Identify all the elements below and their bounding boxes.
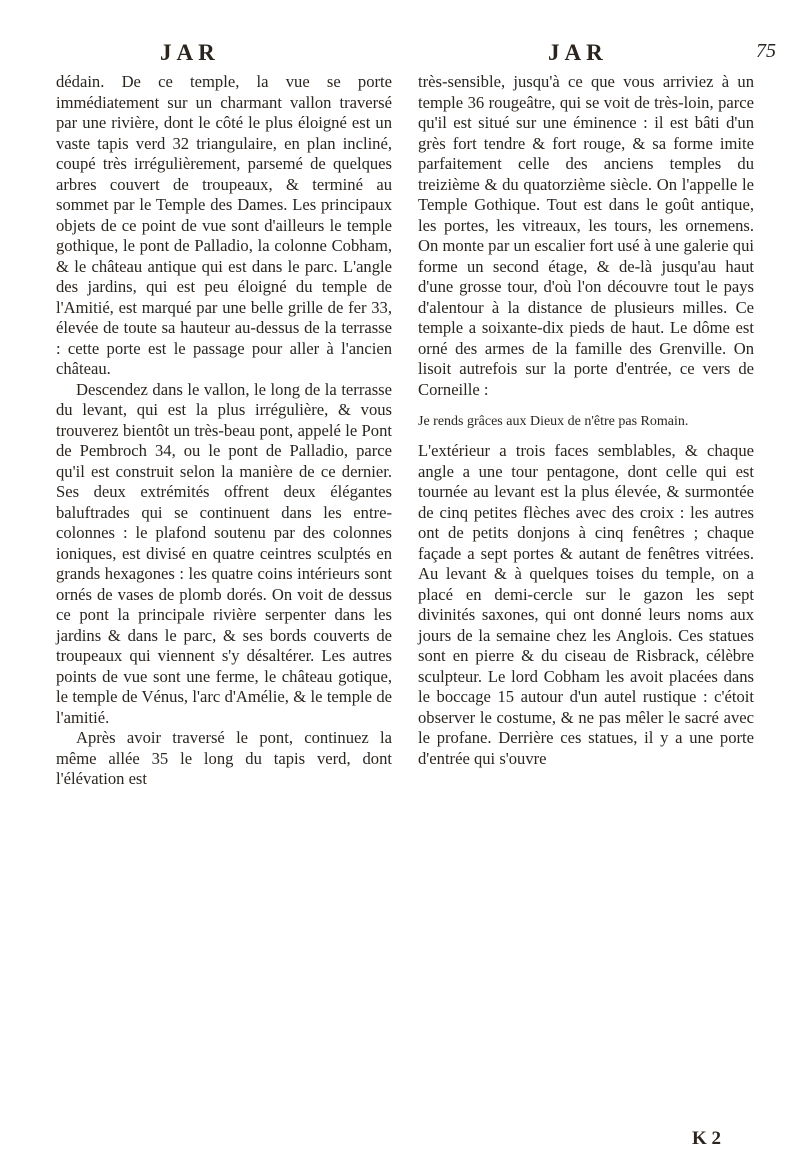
left-column [56,72,392,790]
right-column [418,72,754,769]
page-number: 75 [756,40,776,62]
right-paragraph-2: L'extérieur a trois faces semblables, & chaque angle a une tour pentagone, dont celle qui est tournée au levant est la plus élevée, & surmontée de cinq petites flèches avec des croix : les autres ont de petits donjons à cinq fenêtres ; chaque façade a sept portes & autant de fenêtres vitrées. Au levant & à quelques toises du temple, on a placé en demi-cercle sur le gazon les sept divinités saxones, qui ont donné leurs noms aux jours de la semaine chez les Anglois. Ces statues sont en pierre & du ciseau de Risbrack, célèbre sculpteur. Le lord Cobham les avoit placées dans le boccage 15 autour d'un autel rustique : c'étoit observer le costume, & ne pas mêler le sacré avec le profane. Derrière ces statues, il y a une porte d'entrée qui s'ouvre [418,441,754,768]
printer-signature-mark: K 2 [692,1128,722,1149]
corneille-quote: Je rends grâces aux Dieux de n'être pas Romain. [418,414,689,429]
left-running-head: JAR [160,40,220,65]
right-paragraph-1: très-sensible, jusqu'à ce que vous arriviez à un temple 36 rougeâtre, qui se voit de très-loin, parce qu'il est situé sur une éminence : il est bâti d'un grès fort tendre & fort rouge, & sa forme imite parfaitement celle des anciens temples du treizième & du quatorzième siècle. On l'appelle le Temple Gothique. Tout est dans le goût antique, les portes, les vitreaux, les tours, les ornemens. On monte par un escalier fort usé à une galerie qui forme un second étage, & de-là jusqu'au haut d'une grosse tour, d'où l'on découvre tout le pays d'alentour à la distance de plusieurs milles. Ce temple a soixante-dix pieds de haut. Le dôme est orné des armes de la famille des Grenville. On lisoit autrefois sur la porte d'entrée, ce vers de Corneille : [418,72,754,399]
left-paragraph-3: Après avoir traversé le pont, continuez la même allée 35 le long du tapis verd, dont l'élévation est [56,728,392,788]
left-paragraph-2: Descendez dans le vallon, le long de la terrasse du levant, qui est la plus irrégulière, & vous trouverez bientôt un très-beau pont, appelé le Pont de Pembroch 34, ou le pont de Palladio, parce qu'il est construit selon la manière de ce dernier. Ses deux extrémités offrent deux élégantes baluftrades qui se continuent dans les entre-colonnes : le plafond soutenu par des colonnes ioniques, est divisé en quatre ceintres sculptés en grands hexagones : les quatre coins intérieurs sont ornés de vases de plomb dorés. On voit de dessus ce pont la principale rivière serpenter dans les jardins & dans le parc, & ses bords couverts de troupeaux qui viennent s'y désaltérer. Les autres points de vue sont une ferme, le château gotique, le temple de Vénus, l'arc d'Amélie, & le temple de l'amitié. [56,379,392,727]
left-paragraph-1: dédain. De ce temple, la vue se porte immédiatement sur un charmant vallon traversé par une rivière, dont le côté le plus éloigné est un vaste tapis verd 32 triangulaire, en plan incliné, coupé très irrégulièrement, parsemé de quelques arbres couvert de troupeaux, & terminé au sommet par le Temple des Dames. Les principaux objets de ce point de vue sont d'ailleurs le temple gothique, le pont de Palladio, la colonne Cobham, & le château antique qui est dans le parc. L'angle des jardins, qui est peu éloigné du temple de l'Amitié, est marqué par une belle grille de fer 33, élevée de toute sa hauteur au-dessus de la terrasse : cette porte est le passage pour aller à l'ancien château. [56,72,392,378]
right-running-head: JAR [548,40,608,65]
